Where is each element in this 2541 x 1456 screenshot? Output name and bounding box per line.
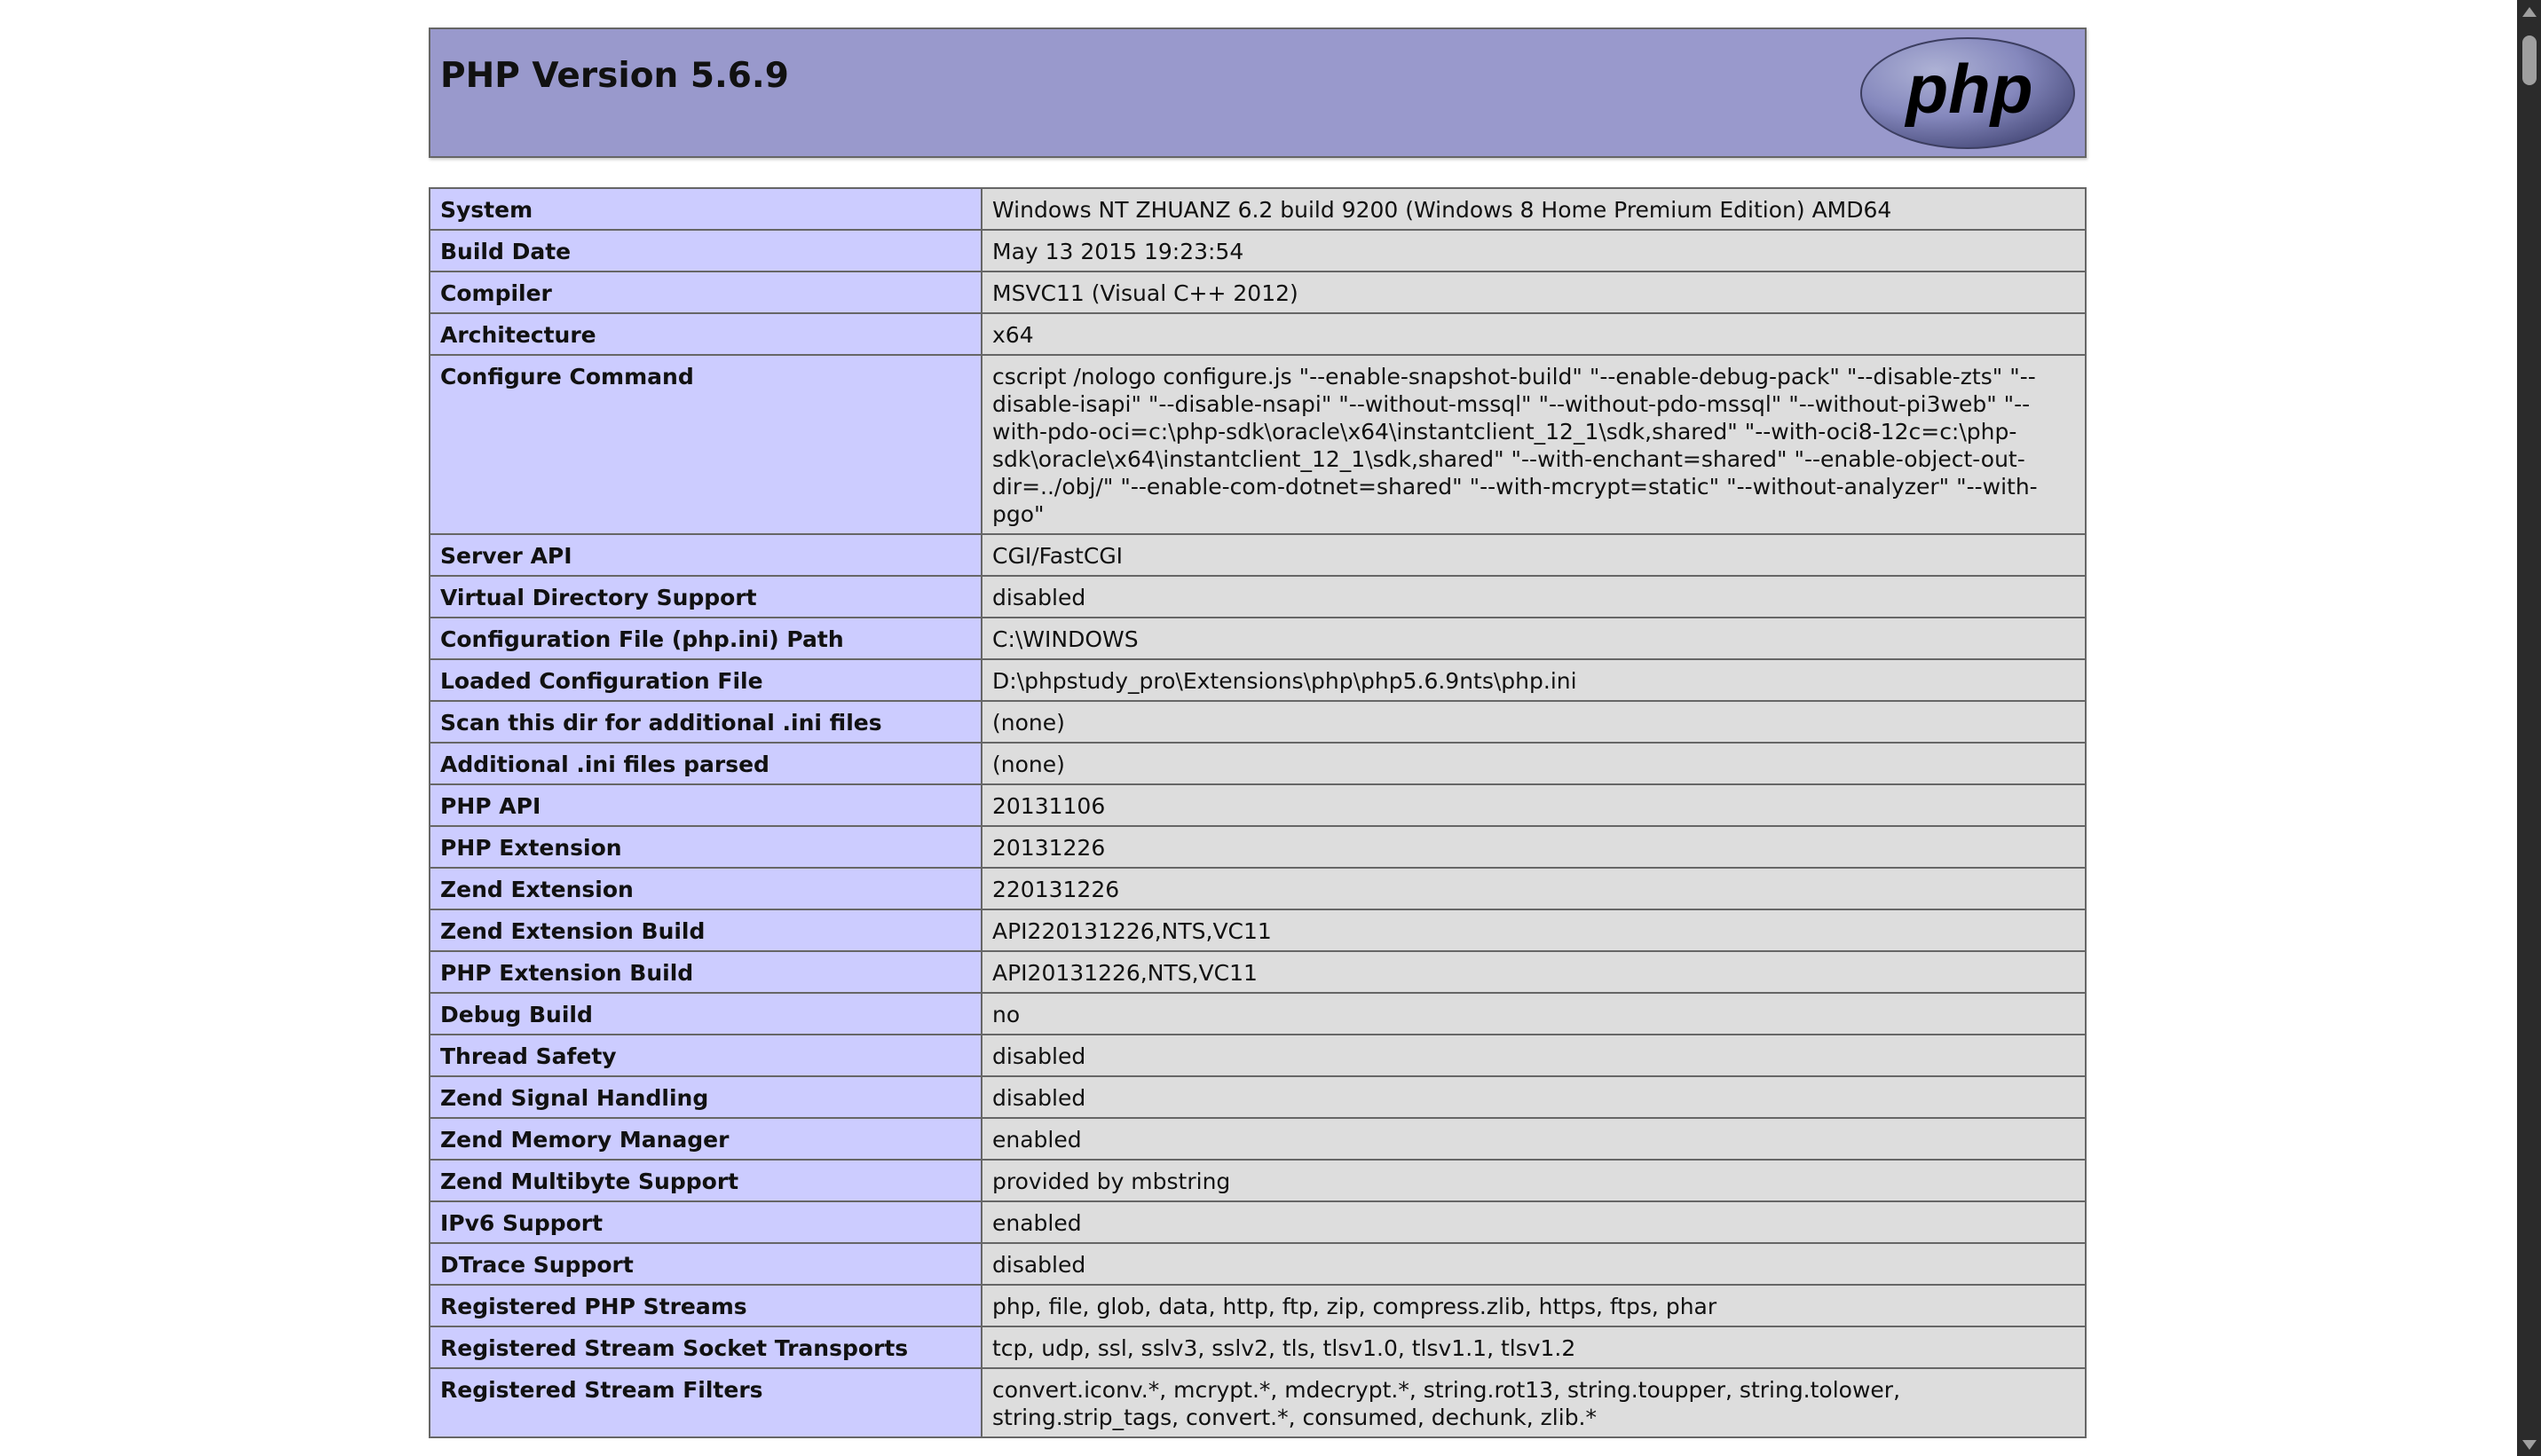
row-label: Configure Command — [430, 355, 982, 534]
table-row — [430, 868, 2086, 909]
table-row — [430, 576, 2086, 618]
row-label: Zend Extension Build — [430, 909, 982, 951]
table-row — [430, 951, 2086, 993]
row-label: Zend Multibyte Support — [430, 1160, 982, 1201]
row-label: PHP Extension Build — [430, 951, 982, 993]
row-label: Zend Extension — [430, 868, 982, 909]
row-value: disabled — [982, 1076, 2086, 1118]
table-row — [430, 659, 2086, 701]
row-value: MSVC11 (Visual C++ 2012) — [982, 272, 2086, 313]
php-logo-icon[interactable] — [1859, 36, 2076, 150]
row-label: Scan this dir for additional .ini files — [430, 701, 982, 743]
row-value: API20131226,NTS,VC11 — [982, 951, 2086, 993]
row-label: Compiler — [430, 272, 982, 313]
row-value: (none) — [982, 701, 2086, 743]
row-value: (none) — [982, 743, 2086, 784]
row-value: php, file, glob, data, http, ftp, zip, compress.zlib, https, ftps, phar — [982, 1285, 2086, 1326]
row-value: disabled — [982, 1243, 2086, 1285]
table-row — [430, 272, 2086, 313]
row-value: 20131226 — [982, 826, 2086, 868]
table-row — [430, 784, 2086, 826]
row-value: x64 — [982, 313, 2086, 355]
row-label: Additional .ini files parsed — [430, 743, 982, 784]
php-logo-text: php — [1906, 50, 2033, 128]
row-label: Registered PHP Streams — [430, 1285, 982, 1326]
row-value: cscript /nologo configure.js "--enable-snapshot-build" "--enable-debug-pack" "--disable-zts" "--disable-isapi" "--disable-nsapi" "--without-mssql" "--without-pdo-mssql" "--without-pi3web" "--with-pdo-oci=c:\php-sdk\oracle\x64\instantclient_12_1\sdk,shared" "--with-oci8-12c=c:\php-sdk\oracle\x64\instantclient_12_1\sdk,shared" "--with-enchant=shared" "--enable-object-out-dir=../obj/" "--enable-com-dotnet=shared" "--with-mcrypt=static" "--without-analyzer" "--with-pgo" — [982, 355, 2086, 534]
row-value: Windows NT ZHUANZ 6.2 build 9200 (Windows 8 Home Premium Edition) AMD64 — [982, 188, 2086, 230]
row-label: Loaded Configuration File — [430, 659, 982, 701]
row-value: enabled — [982, 1201, 2086, 1243]
table-row — [430, 1243, 2086, 1285]
row-value: disabled — [982, 576, 2086, 618]
scroll-down-button[interactable] — [2517, 1433, 2541, 1456]
row-label: PHP API — [430, 784, 982, 826]
version-header — [429, 28, 2087, 158]
row-value: tcp, udp, ssl, sslv3, sslv2, tls, tlsv1.0, tlsv1.1, tlsv1.2 — [982, 1326, 2086, 1368]
row-value: C:\WINDOWS — [982, 618, 2086, 659]
table-row — [430, 1118, 2086, 1160]
row-label: Zend Signal Handling — [430, 1076, 982, 1118]
info-table — [429, 187, 2087, 1438]
scroll-thumb[interactable] — [2522, 35, 2537, 85]
table-row — [430, 1285, 2086, 1326]
table-row — [430, 826, 2086, 868]
row-label: Configuration File (php.ini) Path — [430, 618, 982, 659]
row-label: DTrace Support — [430, 1243, 982, 1285]
row-label: IPv6 Support — [430, 1201, 982, 1243]
row-value: convert.iconv.*, mcrypt.*, mdecrypt.*, string.rot13, string.toupper, string.tolower, string.strip_tags, convert.*, consumed, dechunk, zlib.* — [982, 1368, 2086, 1437]
arrow-down-icon — [2522, 1440, 2537, 1450]
table-row — [430, 355, 2086, 534]
table-row — [430, 1368, 2086, 1437]
table-row — [430, 618, 2086, 659]
row-label: PHP Extension — [430, 826, 982, 868]
row-value: disabled — [982, 1035, 2086, 1076]
table-row — [430, 743, 2086, 784]
table-row — [430, 1076, 2086, 1118]
row-label: Virtual Directory Support — [430, 576, 982, 618]
row-value: no — [982, 993, 2086, 1035]
table-row — [430, 188, 2086, 230]
row-value: 220131226 — [982, 868, 2086, 909]
row-label: Thread Safety — [430, 1035, 982, 1076]
table-row — [430, 1160, 2086, 1201]
table-row — [430, 701, 2086, 743]
row-value: CGI/FastCGI — [982, 534, 2086, 576]
row-label: Debug Build — [430, 993, 982, 1035]
row-value: May 13 2015 19:23:54 — [982, 230, 2086, 272]
table-row — [430, 993, 2086, 1035]
table-row — [430, 313, 2086, 355]
table-row — [430, 909, 2086, 951]
row-label: Server API — [430, 534, 982, 576]
row-value: API220131226,NTS,VC11 — [982, 909, 2086, 951]
row-label: Build Date — [430, 230, 982, 272]
row-label: System — [430, 188, 982, 230]
vertical-scrollbar[interactable] — [2517, 0, 2541, 1456]
row-label: Registered Stream Socket Transports — [430, 1326, 982, 1368]
row-label: Architecture — [430, 313, 982, 355]
row-value: enabled — [982, 1118, 2086, 1160]
page-title: PHP Version 5.6.9 — [440, 56, 789, 96]
scroll-up-button[interactable] — [2517, 0, 2541, 23]
row-value: 20131106 — [982, 784, 2086, 826]
arrow-up-icon — [2522, 7, 2537, 17]
row-label: Registered Stream Filters — [430, 1368, 982, 1437]
table-row — [430, 534, 2086, 576]
table-row — [430, 1326, 2086, 1368]
table-row — [430, 1201, 2086, 1243]
row-label: Zend Memory Manager — [430, 1118, 982, 1160]
table-row — [430, 230, 2086, 272]
row-value: provided by mbstring — [982, 1160, 2086, 1201]
table-row — [430, 1035, 2086, 1076]
row-value: D:\phpstudy_pro\Extensions\php\php5.6.9nts\php.ini — [982, 659, 2086, 701]
content-center — [429, 28, 2087, 1430]
